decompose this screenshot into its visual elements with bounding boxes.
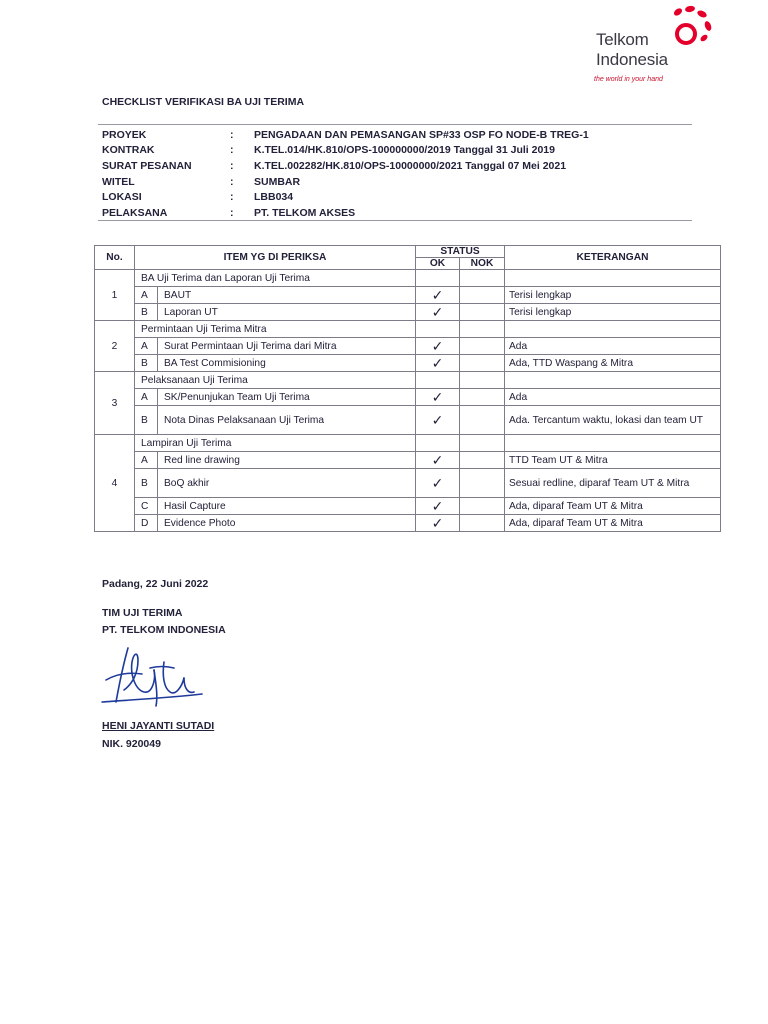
item-letter: A xyxy=(135,287,158,304)
item-keterangan: Ada, TTD Waspang & Mitra xyxy=(505,355,721,372)
item-label: SK/Penunjukan Team Uji Terima xyxy=(158,389,416,406)
table-row xyxy=(95,406,721,435)
item-label: BoQ akhir xyxy=(158,469,416,498)
info-sep: : xyxy=(230,175,234,188)
item-nok xyxy=(460,287,505,304)
table-row xyxy=(95,515,721,532)
check-mark-icon: ✓ xyxy=(416,355,460,372)
header-ok: OK xyxy=(416,258,460,270)
info-key: KONTRAK xyxy=(102,144,155,157)
info-key: WITEL xyxy=(102,175,135,188)
group-title: Permintaan Uji Terima Mitra xyxy=(135,321,416,338)
table-row xyxy=(95,389,721,406)
item-nok xyxy=(460,304,505,321)
group-no: 3 xyxy=(95,372,135,435)
info-value: LBB034 xyxy=(254,191,294,204)
divider-top xyxy=(98,124,692,125)
check-mark-icon: ✓ xyxy=(416,304,460,321)
info-sep: : xyxy=(230,206,234,219)
item-keterangan: Ada, diparaf Team UT & Mitra xyxy=(505,498,721,515)
info-value: PT. TELKOM AKSES xyxy=(254,206,356,219)
logo-text-telkom: Telkom xyxy=(596,30,649,49)
table-row xyxy=(95,452,721,469)
table-row xyxy=(95,435,721,452)
info-value: PENGADAAN DAN PEMASANGAN SP#33 OSP FO NODE-B TREG-1 xyxy=(254,128,589,141)
item-label: Evidence Photo xyxy=(158,515,416,532)
item-nok xyxy=(460,498,505,515)
check-mark-icon: ✓ xyxy=(416,338,460,355)
telkom-logo xyxy=(590,2,720,88)
table-row xyxy=(95,498,721,515)
item-keterangan: Ada. Tercantum waktu, lokasi dan team UT xyxy=(505,406,721,435)
header-keterangan: KETERANGAN xyxy=(505,246,721,270)
check-mark-icon: ✓ xyxy=(416,498,460,515)
header-item: ITEM YG DI PERIKSA xyxy=(135,246,416,270)
item-label: BA Test Commisioning xyxy=(158,355,416,372)
table-row xyxy=(95,469,721,498)
header-status: STATUS xyxy=(416,246,505,258)
info-row-witel xyxy=(102,174,702,190)
item-label: Nota Dinas Pelaksanaan Uji Terima xyxy=(158,406,416,435)
item-letter: A xyxy=(135,338,158,355)
item-letter: B xyxy=(135,469,158,498)
table-row xyxy=(95,372,721,389)
item-keterangan: Sesuai redline, diparaf Team UT & Mitra xyxy=(505,469,721,498)
check-mark-icon: ✓ xyxy=(416,287,460,304)
item-letter: B xyxy=(135,355,158,372)
item-nok xyxy=(460,515,505,532)
info-sep: : xyxy=(230,191,234,204)
item-keterangan: TTD Team UT & Mitra xyxy=(505,452,721,469)
group-title: Lampiran Uji Terima xyxy=(135,435,416,452)
info-sep: : xyxy=(230,159,234,172)
table-row xyxy=(95,304,721,321)
telkom-hand-icon xyxy=(664,4,716,52)
check-mark-icon: ✓ xyxy=(416,389,460,406)
item-nok xyxy=(460,469,505,498)
item-label: Surat Permintaan Uji Terima dari Mitra xyxy=(158,338,416,355)
item-keterangan: Ada, diparaf Team UT & Mitra xyxy=(505,515,721,532)
item-label: BAUT xyxy=(158,287,416,304)
item-keterangan: Terisi lengkap xyxy=(505,304,721,321)
divider-bottom xyxy=(98,220,692,221)
group-no: 2 xyxy=(95,321,135,372)
group-title: Pelaksanaan Uji Terima xyxy=(135,372,416,389)
place-date: Padang, 22 Juni 2022 xyxy=(102,578,209,590)
item-nok xyxy=(460,406,505,435)
info-key: PROYEK xyxy=(102,128,147,141)
item-keterangan: Ada xyxy=(505,389,721,406)
item-letter: A xyxy=(135,389,158,406)
group-title: BA Uji Terima dan Laporan Uji Terima xyxy=(135,270,416,287)
item-letter: A xyxy=(135,452,158,469)
check-mark-icon: ✓ xyxy=(416,452,460,469)
checklist-table xyxy=(94,245,721,532)
info-value: SUMBAR xyxy=(254,175,301,188)
group-no: 1 xyxy=(95,270,135,321)
item-nok xyxy=(460,389,505,406)
info-key: PELAKSANA xyxy=(102,206,168,219)
table-row xyxy=(95,270,721,287)
table-row xyxy=(95,321,721,338)
item-keterangan: Ada xyxy=(505,338,721,355)
table-row xyxy=(95,355,721,372)
logo-tagline: the world in your hand xyxy=(594,76,663,83)
table-row xyxy=(95,287,721,304)
logo-text-indonesia: Indonesia xyxy=(596,50,668,69)
item-keterangan: Terisi lengkap xyxy=(505,287,721,304)
item-label: Laporan UT xyxy=(158,304,416,321)
info-key: SURAT PESANAN xyxy=(102,159,192,172)
signature-image xyxy=(98,640,218,720)
signer-name: HENI JAYANTI SUTADI xyxy=(102,720,215,732)
item-letter: B xyxy=(135,304,158,321)
group-no: 4 xyxy=(95,435,135,532)
item-label: Hasil Capture xyxy=(158,498,416,515)
info-value: K.TEL.014/HK.810/OPS-100000000/2019 Tanggal 31 Juli 2019 xyxy=(254,144,555,157)
item-nok xyxy=(460,355,505,372)
table-row xyxy=(95,338,721,355)
check-mark-icon: ✓ xyxy=(416,406,460,435)
info-row-surat-pesanan xyxy=(102,158,702,174)
check-mark-icon: ✓ xyxy=(416,515,460,532)
item-nok xyxy=(460,452,505,469)
info-value: K.TEL.002282/HK.810/OPS-10000000/2021 Tanggal 07 Mei 2021 xyxy=(254,159,567,172)
info-row-lokasi xyxy=(102,189,702,205)
item-label: Red line drawing xyxy=(158,452,416,469)
signer-nik: NIK. 920049 xyxy=(102,738,161,750)
info-key: LOKASI xyxy=(102,191,142,204)
item-letter: B xyxy=(135,406,158,435)
info-row-kontrak xyxy=(102,143,702,159)
team-company: PT. TELKOM INDONESIA xyxy=(102,624,226,636)
info-sep: : xyxy=(230,128,234,141)
item-nok xyxy=(460,338,505,355)
item-letter: C xyxy=(135,498,158,515)
document-title: CHECKLIST VERIFIKASI BA UJI TERIMA xyxy=(102,96,305,108)
header-no: No. xyxy=(95,246,135,270)
check-mark-icon: ✓ xyxy=(416,469,460,498)
info-row-proyek xyxy=(102,127,702,143)
project-info xyxy=(102,127,702,221)
info-row-pelaksana xyxy=(102,205,702,221)
info-sep: : xyxy=(230,144,234,157)
header-nok: NOK xyxy=(460,258,505,270)
item-letter: D xyxy=(135,515,158,532)
team-name: TIM UJI TERIMA xyxy=(102,607,183,619)
